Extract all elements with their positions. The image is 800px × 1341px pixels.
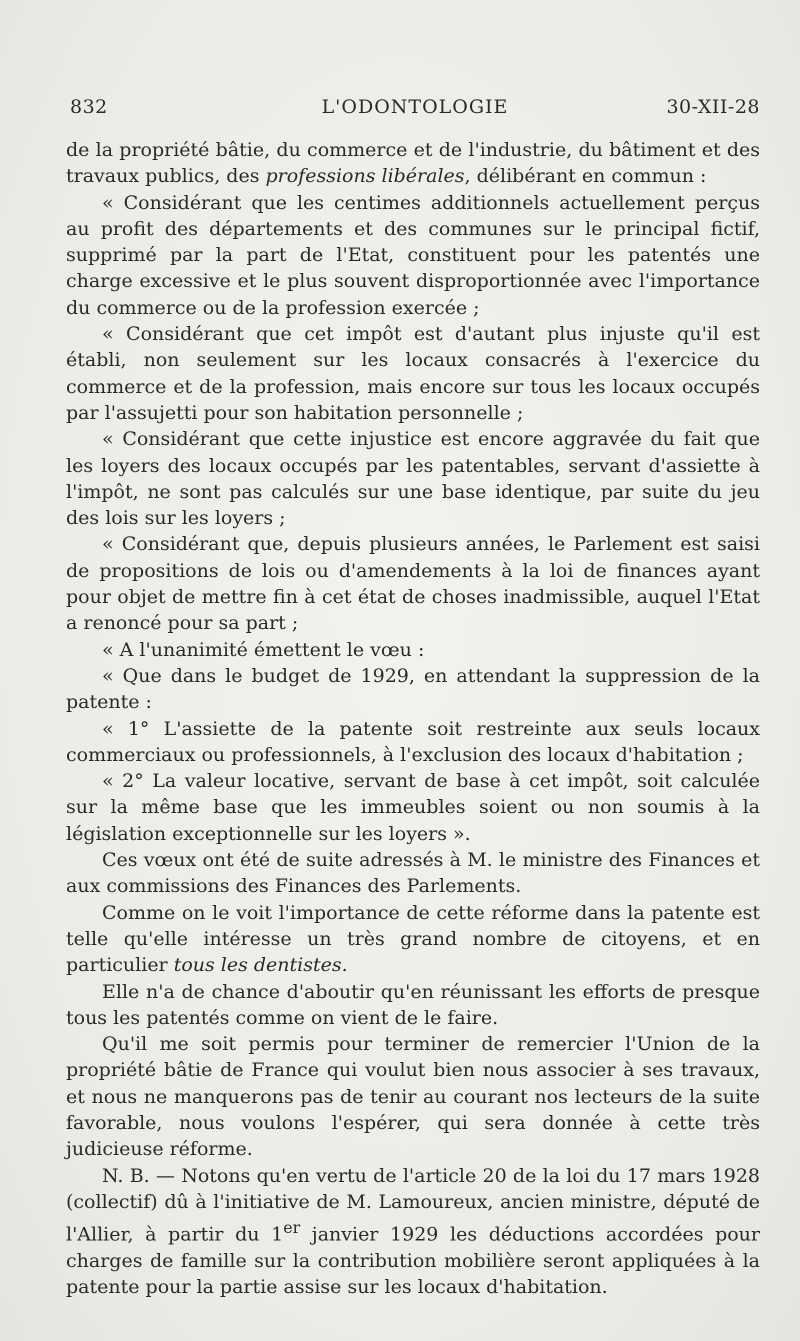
running-header — [70, 96, 760, 126]
paragraph-voeux-adresses: Ces vœux ont été de suite adressés à M. le ministre des Finances et aux commissions des Finances des Parlements. — [66, 849, 760, 898]
emphasis-professions-liberales: professions libérales — [265, 165, 465, 188]
paragraph-opening: de la propriété bâtie, du commerce et de l'industrie, du bâtiment et des travaux publics, des professions libérales, délibérant en commun : — [66, 139, 760, 188]
journal-title: L'ODONTOLOGIE — [321, 96, 509, 118]
paragraph-considering-loyers: « Considérant que cette injustice est encore aggravée du fait que les loyers des locaux occupés par les patentables, servant d'assiette à l'impôt, ne sont pas calculés sur une base identique, par suite du jeu des lois sur les loyers ; — [66, 428, 760, 530]
paragraph-unanimite: « A l'unanimité émettent le vœu : — [102, 638, 425, 661]
paragraph-considering-injustice: « Considérant que cet impôt est d'autant plus injuste qu'il est établi, non seulement sur les locaux consacrés à l'exercice du commerce et de la profession, mais encore sur tous les locaux occupés par l'assujetti pour son habitation personnelle ; — [66, 323, 760, 424]
article-body — [66, 137, 760, 1300]
paragraph-chance-aboutir: Elle n'a de chance d'aboutir qu'en réunissant les efforts de presque tous les patentés comme on vient de le faire. — [66, 980, 760, 1029]
paragraph-budget-1929: « Que dans le budget de 1929, en attendant la suppression de la patente : — [66, 664, 760, 714]
paragraph-remerciements: Qu'il me soit permis pour terminer de remercier l'Union de la propriété bâtie de France qui voulut bien nous associer à ses travaux, et nous ne manquerons pas de tenir au courant nos lecteurs de la suite favorable, nous voulons l'espérer, qui sera donnée à cette très judicieuse réforme. — [66, 1033, 760, 1161]
paragraph-importance-reforme: Comme on le voit l'importance de cette réforme dans la patente est telle qu'elle intéresse un très grand nombre de citoyens, et en particulier tous les dentistes. — [66, 901, 760, 977]
page-number: 832 — [70, 96, 108, 118]
paragraph-considering-parlement: « Considérant que, depuis plusieurs années, le Parlement est saisi de propositions de lois ou d'amendements à la loi de finances ayant pour objet de mettre fin à cet état de choses inadmissible, auquel l'Etat a renoncé pour sa part ; — [66, 533, 760, 635]
emphasis-tous-les-dentistes: tous les dentistes. — [173, 954, 348, 977]
paragraph-nota-bene: N. B. — Notons qu'en vertu de l'article 20 de la loi du 17 mars 1928 (collectif) dû à l'initiative de M. Lamoureux, ancien ministre, député de l'Allier, à partir du 1er janvier 1929 les déductions accordées pour charges de famille sur la contribution mobilière seront appliquées à la patente pour la partie assise sur les locaux d'habitation. — [66, 1164, 761, 1299]
paragraph-considering-centimes: « Considérant que les centimes additionnels actuellement perçus au profit des départements et des communes sur le principal fictif, supprimé par la part de l'Etat, constituent pour les patentés une charge excessive et le plus souvent disproportionnée avec l'importance du commerce ou de la profession exercée ; — [66, 191, 760, 319]
paragraph-point-one: « 1° L'assiette de la patente soit restreinte aux seuls locaux commerciaux ou professionnels, à l'exclusion des locaux d'habitation ; — [66, 717, 760, 766]
paragraph-point-two: « 2° La valeur locative, servant de base à cet impôt, soit calculée sur la même base que les immeubles soient ou non soumis à la législation exceptionnelle sur les loyers ». — [66, 770, 760, 845]
issue-date: 30-XII-28 — [666, 96, 760, 118]
superscript-er: er — [283, 1218, 301, 1238]
